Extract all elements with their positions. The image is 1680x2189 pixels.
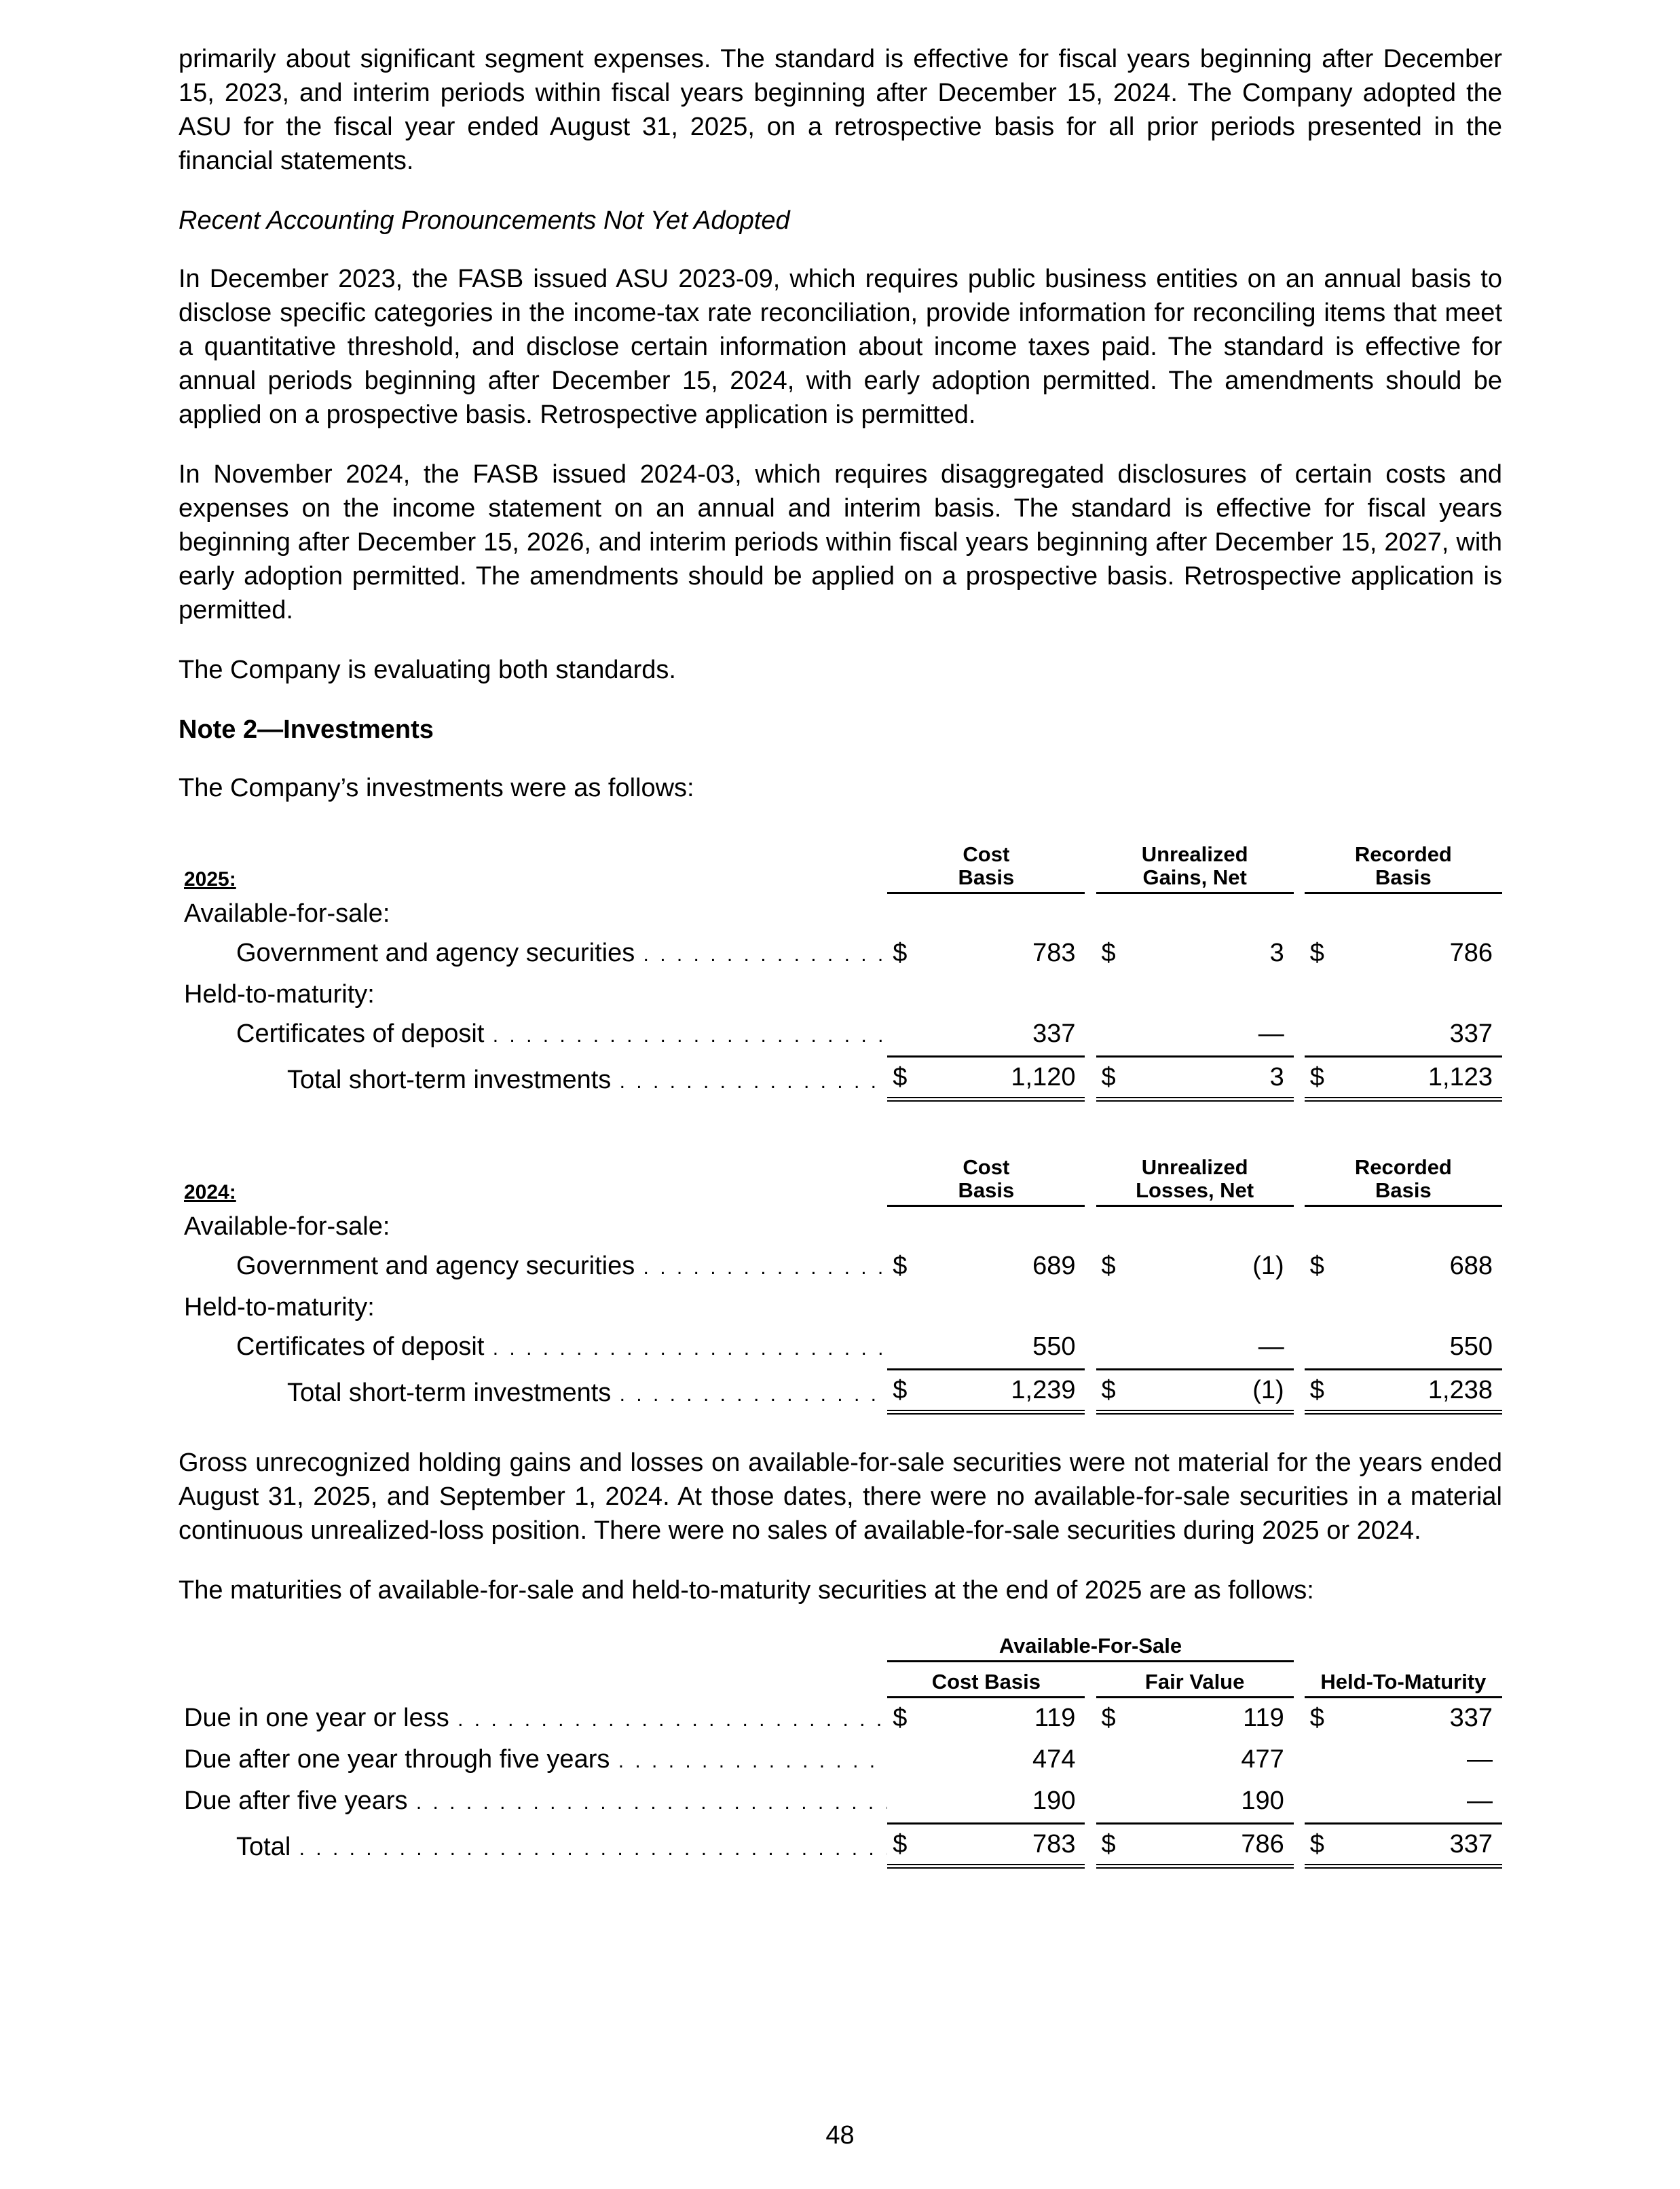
- row-label-htm: Held-to-maturity:: [184, 980, 375, 1009]
- cell-value: $ 119: [893, 1704, 1076, 1732]
- cell-value: $ 119: [1101, 1704, 1284, 1732]
- paragraph-evaluating: The Company is evaluating both standards.: [179, 656, 676, 684]
- col-header-cost-basis: Cost Basis: [887, 1156, 1085, 1207]
- note-2-title: Note 2—Investments: [179, 715, 434, 744]
- cell-value: $ 689: [893, 1252, 1076, 1280]
- col-header-fair-value: Fair Value: [1096, 1662, 1294, 1698]
- cell-value: 477: [1241, 1745, 1284, 1774]
- cell-value: $ (1): [1101, 1252, 1284, 1280]
- cell-value: 550: [1032, 1332, 1076, 1361]
- row-label-total: Total short-term investments . . .: [179, 1368, 887, 1415]
- row-label-cod: Certificates of deposit . . .: [179, 1327, 887, 1368]
- cell-value: 190: [1241, 1786, 1284, 1815]
- row-label-total: Total . . .: [179, 1822, 887, 1869]
- col-header-unrealized: Unrealized Losses, Net: [1096, 1156, 1294, 1207]
- row-label-gov: Government and agency securities . . .: [179, 933, 887, 975]
- cell-total: $ 786: [1096, 1822, 1294, 1869]
- paragraph-gross-unrecognized: Gross unrecognized holding gains and losses on available-for-sale securities were not material for the years ended August 31, 2025, and September 1, 2024. At those dates, there were no available-for-sale securities in a material continuous unrealized-loss position. There were no sales of available-for-sale securities during 2025 or 2024.: [179, 1448, 1502, 1545]
- table-row: [179, 1698, 1502, 1740]
- paragraph-asu-segment: primarily about significant segment expenses. The standard is effective for fiscal years beginning after December 15, 2023, and interim periods within fiscal years beginning after December 15, 2024. The Company adopted the ASU for the fiscal year ended August 31, 2025, on a retrospective basis for all prior periods presented in the financial statements.: [179, 45, 1502, 175]
- paragraph-maturities-lead: The maturities of available-for-sale and held-to-maturity securities at the end of 2025 are as follows:: [179, 1576, 1314, 1605]
- row-label-afs: Available-for-sale:: [184, 899, 390, 928]
- col-header-unrealized: Unrealized Gains, Net: [1096, 843, 1294, 894]
- cell-value: $ 688: [1309, 1252, 1493, 1280]
- year-label: 2024:: [184, 1181, 236, 1203]
- col-header-cost-basis: Cost Basis: [887, 843, 1085, 894]
- paragraph-asu-2024-03: In November 2024, the FASB issued 2024-03, which requires disaggregated disclosures of certain costs and expenses on the income statement on an annual and interim basis. The standard is effective for fiscal years beginning after December 15, 2026, and interim periods within fiscal years beginning after December 15, 2027, with early adoption permitted. The amendments should be applied on a prospective basis. Retrospective application is permitted.: [179, 460, 1502, 624]
- row-label-due-1-5yr: Due after one year through five years . . .: [179, 1740, 887, 1781]
- col-header-held-to-maturity: Held-To-Maturity: [1305, 1662, 1502, 1698]
- investments-table-2024: [179, 1156, 1502, 1415]
- cell-value: $ 786: [1309, 939, 1493, 967]
- row-label-gov: Government and agency securities . . .: [179, 1246, 887, 1288]
- cell-value: $ 3: [1101, 939, 1284, 967]
- cell-total: $ 337: [1305, 1822, 1502, 1869]
- col-header-recorded-basis: Recorded Basis: [1305, 1156, 1502, 1207]
- cell-total: $ 3: [1096, 1055, 1294, 1102]
- row-label-afs: Available-for-sale:: [184, 1212, 390, 1241]
- cell-total: $ 1,120: [887, 1055, 1085, 1102]
- cell-value: 337: [1032, 1019, 1076, 1048]
- table-row-total: [179, 1822, 1502, 1869]
- cell-value: 474: [1032, 1745, 1076, 1774]
- maturities-table: [179, 1634, 1502, 1869]
- table-row: [179, 1246, 1502, 1288]
- table-row: [179, 933, 1502, 975]
- row-label-total: Total short-term investments . . .: [179, 1055, 887, 1102]
- cell-value: $ 783: [893, 939, 1076, 967]
- document-page: [179, 42, 1502, 1869]
- table-row: [179, 1781, 1502, 1822]
- row-label-due-after-5yr: Due after five years . . .: [179, 1781, 887, 1822]
- cell-value: —: [1467, 1745, 1493, 1774]
- col-header-recorded-basis: Recorded Basis: [1305, 843, 1502, 894]
- col-group-header-afs: Available-For-Sale: [887, 1634, 1293, 1662]
- cell-total: $ (1): [1096, 1368, 1294, 1415]
- cell-value: 190: [1032, 1786, 1076, 1815]
- cell-total: $ 1,123: [1305, 1055, 1502, 1102]
- cell-value: 550: [1449, 1332, 1493, 1361]
- row-label-cod: Certificates of deposit . . .: [179, 1014, 887, 1055]
- table-row: [179, 1014, 1502, 1055]
- cell-value: $ 337: [1309, 1704, 1493, 1732]
- cell-value: —: [1258, 1332, 1284, 1361]
- table-row-total: [179, 1368, 1502, 1415]
- row-label-due-1yr: Due in one year or less . . .: [179, 1698, 887, 1740]
- investments-table-2025: [179, 843, 1502, 1102]
- cell-total: $ 1,238: [1305, 1368, 1502, 1415]
- page-number: 48: [825, 2121, 855, 2150]
- paragraph-asu-2023-09: In December 2023, the FASB issued ASU 2023-09, which requires public business entities on an annual basis to disclose specific categories in the income-tax rate reconciliation, provide information for reconciling items that meet a quantitative threshold, and disclose certain information about income taxes paid. The standard is effective for annual periods beginning after December 15, 2024, with early adoption permitted. The amendments should be applied on a prospective basis. Retrospective application is permitted.: [179, 265, 1502, 429]
- table-row-total: [179, 1055, 1502, 1102]
- investments-lead: The Company’s investments were as follows:: [179, 774, 694, 802]
- table-row: [179, 1740, 1502, 1781]
- cell-value: 337: [1449, 1019, 1493, 1048]
- col-header-cost-basis: Cost Basis: [887, 1662, 1085, 1698]
- cell-value: —: [1258, 1019, 1284, 1048]
- year-label: 2025:: [184, 868, 236, 891]
- row-label-htm: Held-to-maturity:: [184, 1293, 375, 1322]
- subheading-not-yet-adopted: Recent Accounting Pronouncements Not Yet Adopted: [179, 206, 790, 235]
- cell-total: $ 783: [887, 1822, 1085, 1869]
- table-row: [179, 1327, 1502, 1368]
- cell-total: $ 1,239: [887, 1368, 1085, 1415]
- cell-value: —: [1467, 1786, 1493, 1815]
